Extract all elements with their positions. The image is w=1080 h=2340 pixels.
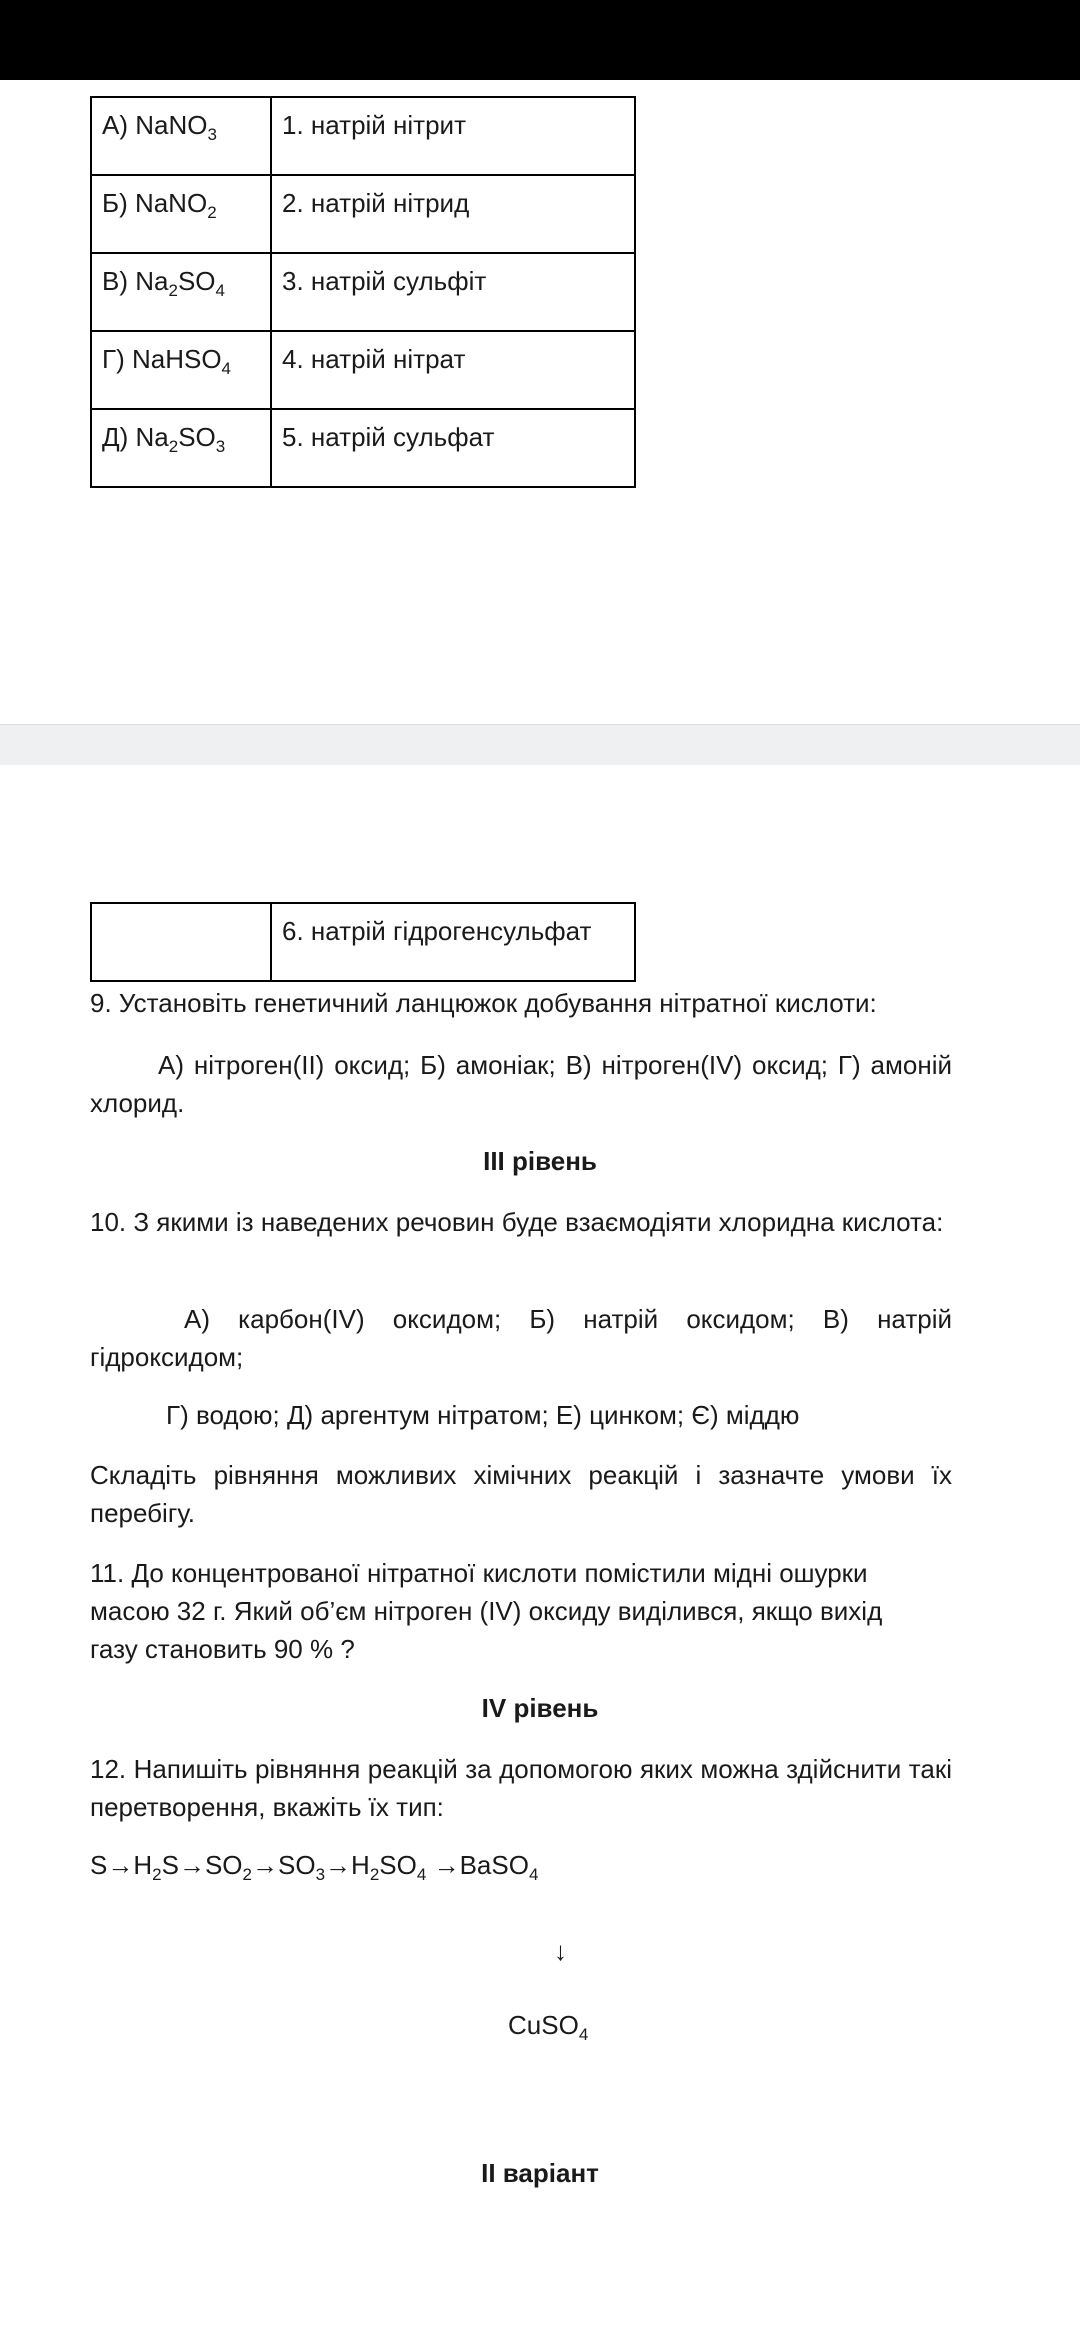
question-12: 12. Напишіть рівняння реакцій за допомогою яких можна здійснити такі перетворення, вкажіть їх тип: xyxy=(90,1754,952,1822)
table-row xyxy=(91,97,635,175)
table-cell-formula xyxy=(91,903,271,981)
table-row xyxy=(91,253,635,331)
table-row xyxy=(91,409,635,487)
question-11-line-1: 11. До концентрованої нітратної кислоти помістили мідні ошурки xyxy=(90,1558,868,1588)
table-cell-name: 6. натрій гідрогенсульфат xyxy=(271,903,635,981)
level-3-heading: ІІІ рівень xyxy=(483,1146,597,1176)
matching-table-continued xyxy=(90,902,636,982)
table-cell-name: 2. натрій нітрид xyxy=(271,175,635,253)
table-cell-formula: Б) NaNO$_2$ xyxy=(91,175,271,253)
question-11-line-3: газу становить 90 % ? xyxy=(90,1634,355,1664)
variant-heading: II варіант xyxy=(481,2158,599,2188)
level-4-heading: IV рівень xyxy=(481,1693,599,1723)
down-arrow: ↓ xyxy=(554,1936,567,1966)
question-10-options-2: Г) водою; Д) аргентум нітратом; Е) цинком; Є) міддю xyxy=(166,1400,800,1430)
table-cell-name: 4. натрій нітрат xyxy=(271,331,635,409)
matching-table xyxy=(90,96,636,488)
cuso4-formula: CuSO$_4$ xyxy=(508,2010,589,2044)
question-10-task: Складіть рівняння можливих хімічних реакцій і зазначте умови їх перебігу. xyxy=(90,1460,952,1528)
table-cell-name: 5. натрій сульфат xyxy=(271,409,635,487)
page-separator xyxy=(0,724,1080,765)
table-cell-formula: А) NaNO$_3$ xyxy=(91,97,271,175)
question-11-line-2: масою 32 г. Який об’єм нітроген (IV) оксиду виділився, якщо вихід xyxy=(90,1596,883,1626)
table-cell-formula: В) $Na_2SO_4$ xyxy=(91,253,271,331)
question-9-options-cont: хлорид. xyxy=(90,1088,185,1118)
table-cell-formula: Г) NaHSO$_4$ xyxy=(91,331,271,409)
table-cell-name: 1. натрій нітрит xyxy=(271,97,635,175)
table-row xyxy=(91,175,635,253)
table-row xyxy=(91,331,635,409)
question-10: 10. З якими із наведених речовин буде взаємодіяти хлоридна кислота: xyxy=(90,1207,944,1237)
table-cell-name: 3. натрій сульфіт xyxy=(271,253,635,331)
table-row xyxy=(91,903,635,981)
status-bar xyxy=(0,0,1080,80)
question-9-options: А) нітроген(II) оксид; Б) амоніак; В) нітроген(IV) оксид; Г) амоній xyxy=(158,1050,952,1080)
table-cell-formula: Д) $Na_2SO_3$ xyxy=(91,409,271,487)
question-10-options-1: А) карбон(IV) оксидом; Б) натрій оксидом; В) натрій xyxy=(184,1304,952,1334)
transformation-chain: $S\to H_2S\to SO_2\to SO_3\to H_2SO_4$ →BaSO$_4$ xyxy=(90,1850,539,1884)
question-9: 9. Установіть генетичний ланцюжок добування нітратної кислоти: xyxy=(90,988,877,1018)
question-10-options-1-cont: гідроксидом; xyxy=(90,1342,244,1372)
